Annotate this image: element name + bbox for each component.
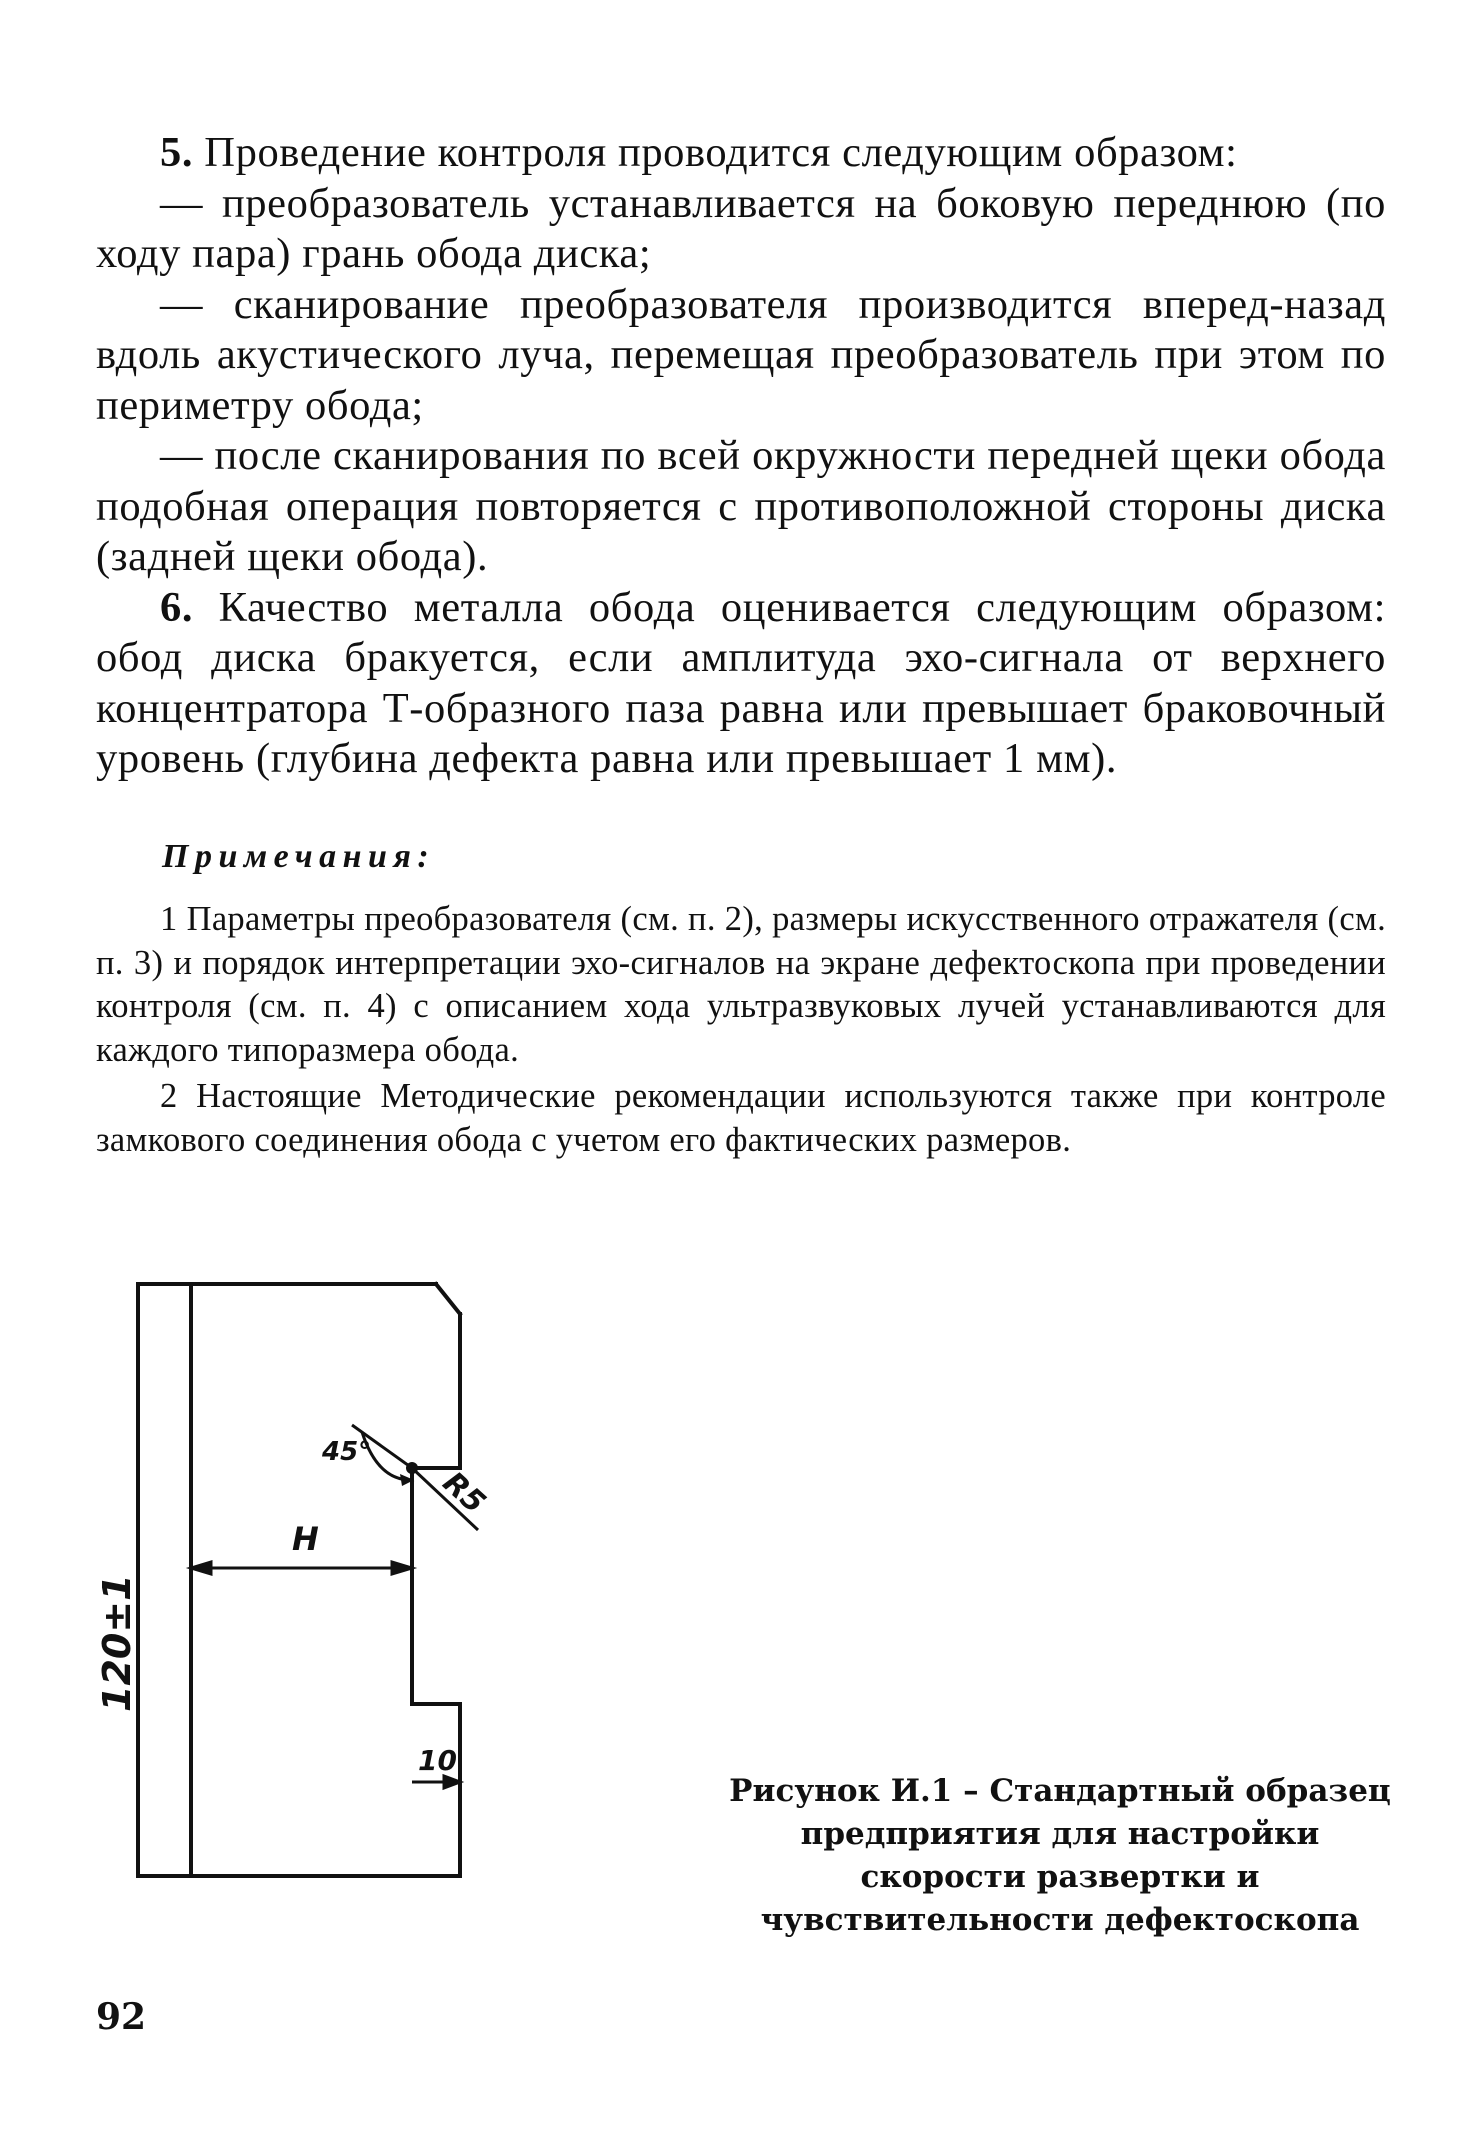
width-label: 10 [418,1744,457,1777]
angle-label: 45° [322,1437,372,1467]
chamfer-edge [436,1284,460,1314]
width-arrow-right [444,1776,460,1788]
page-number: 92 [96,1996,147,2038]
paragraph-dash-1 [96,179,1386,280]
paragraph-text: Качество металла обода оценивается следующим образом: обод диска бракуется, если амплитуда эхо-сигнала от верхнего концентратора Т-образного паза равна или превышает браковочный уровень (глубина дефекта равна или превышает 1 мм). [96,583,1386,782]
paragraph-text: — преобразователь устанавливается на боковую переднюю (по ходу пара) грань обода диска; [96,179,1386,277]
note-2: 2 Настоящие Методические рекомендации используются также при контроле замкового соединения обода с учетом его фактических размеров. [96,1077,1386,1159]
h-arrow-right [392,1562,412,1574]
paragraph-dash-3 [96,431,1386,583]
paragraph-text: — сканирование преобразователя производится вперед-назад вдоль акустического луча, перемещая преобразователь при этом по периметру обода; [96,280,1386,429]
h-arrow-left [191,1562,211,1574]
height-label: 120±1 [95,1574,139,1712]
radius-label: R5 [435,1465,492,1521]
item-number: 5. [160,129,194,176]
paragraph-text: Проведение контроля проводится следующим образом: [193,129,1238,176]
paragraph-dash-2 [96,280,1386,432]
note-1: 1 Параметры преобразователя (см. п. 2), размеры искусственного отражателя (см. п. 3) и порядок интерпретации эхо-сигналов на экране дефектоскопа при проведении контроля (см. п. 4) с описанием хода ультразвуковых лучей устанавливаются для каждого типоразмера обода. [96,900,1386,1069]
notes [96,898,1386,1162]
figure-drawing [95,1272,700,1892]
paragraph-6 [96,583,1386,785]
notes-heading: Примечания: [162,838,436,875]
radius-point [406,1462,418,1474]
h-label: H [292,1520,319,1558]
paragraph-text: — после сканирования по всей окружности передней щеки обода подобная операция повторяется с противоположной стороны диска (задней щеки обода). [96,432,1386,580]
main-text [96,128,1386,785]
paragraph-5 [96,128,1386,179]
specimen-diagram [95,1272,700,1892]
item-number: 6. [160,583,194,631]
figure-caption: Рисунок И.1 – Стандартный образец предприятия для настройки скорости развертки и чувствительности дефектоскопа [729,1773,1391,1938]
